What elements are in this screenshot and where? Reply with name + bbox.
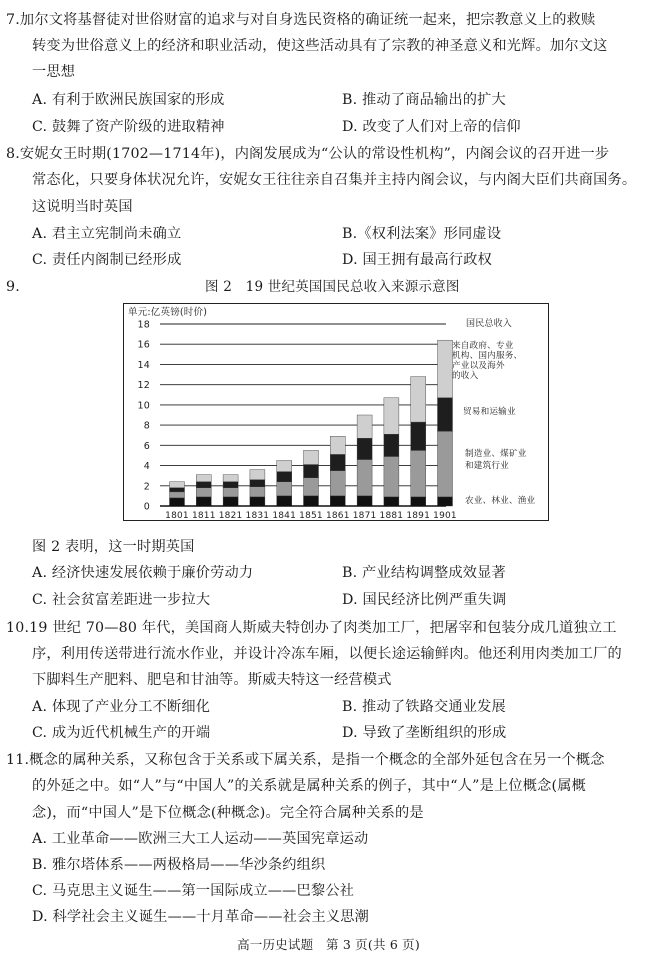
q11-option-b[interactable]: B. 雅尔塔体系——两极格局——华沙条约组织 [32,857,326,873]
q7-option-c[interactable]: C. 鼓舞了资产阶级的进取精神 [32,119,225,135]
bar-segment [223,475,238,482]
q11-option-d[interactable]: D. 科学社会主义诞生——十月革命——社会主义思潮 [32,909,370,925]
bar-segment [304,496,319,506]
bar-segment [357,415,372,438]
y-tick-label: 16 [137,339,150,351]
x-tick-label: 1831 [245,511,270,520]
bar-segment [223,488,238,497]
y-axis-label: 单元:亿英镑(时价) [128,307,208,318]
y-tick-label: 8 [143,420,150,432]
q11-stem-line-3: 念)，而“中国人”是下位概念(种概念)。完全符合属种关系的是 [32,805,424,821]
q7-option-a[interactable]: A. 有利于欧洲民族国家的形成 [32,92,225,108]
bar-segment [384,456,399,496]
bar-segment [196,482,211,488]
bar-segment [196,497,211,506]
x-tick-label: 1811 [191,511,216,520]
x-tick-label: 1901 [433,511,457,520]
bar-segment [330,436,345,454]
x-tick-label: 1851 [299,511,323,520]
q10-stem-line-1: 10.19 世纪 70—80 年代，美国商人斯威夫特创办了肉类加工厂，把屠宰和包装分成几道独立工 [6,620,617,636]
bar-segment [357,496,372,506]
bar-segment [411,497,426,506]
q10-option-b[interactable]: B. 推动了铁路交通业发展 [342,699,506,715]
bar-segment [170,488,185,492]
bar-segment [304,450,319,464]
legend-manufacturing-2: 和建筑行业 [465,461,509,471]
y-tick-label: 4 [143,461,150,473]
bar-segment [384,497,399,506]
q11-stem-line-2: 的外延之中。如“人”与“中国人”的关系就是属种关系的例子，其中“人”是上位概念(属概 [32,778,587,794]
q7-option-b[interactable]: B. 推动了商品输出的扩大 [342,92,506,108]
bar-segment [170,482,185,488]
bar-segment [196,475,211,482]
bar-segment [438,497,453,506]
bar-segment [277,496,292,506]
q11-option-a[interactable]: A. 工业革命——欧洲三大工人运动——英国宪章运动 [32,831,369,847]
legend-other-income-4: 的收入 [452,371,479,381]
q7-stem-line-2: 转变为世俗意义上的经济和职业活动，使这些活动具有了宗教的神圣意义和光辉。加尔文这 [32,38,608,54]
x-tick-label: 1881 [379,511,404,520]
q10-option-c[interactable]: C. 成为近代机械生产的开端 [32,725,211,741]
bar-segment [384,398,399,434]
q8-option-a[interactable]: A. 君主立宪制尚未确立 [32,226,182,242]
y-tick-label: 0 [143,501,150,513]
x-tick-label: 1871 [352,511,377,520]
bar-segment [304,465,319,478]
legend-agriculture: 农业、林业、渔业 [465,496,536,506]
q8-stem-line-2: 常态化，只要身体状况允许，安妮女王往往亲自召集并主持内阁会议，与内阁大臣们共商国务。 [32,172,637,188]
q8-option-b[interactable]: B.《权利法案》形同虚设 [342,226,502,242]
legend-total-label: 国民总收入 [466,319,513,329]
q8-stem-line-3: 这说明当时英国 [32,199,133,215]
y-tick-label: 6 [143,440,150,452]
bar-segment [250,497,265,506]
chart-frame [123,303,549,521]
y-tick-label: 18 [137,319,150,331]
bar-segment [330,471,345,496]
q10-stem-line-3: 下脚料生产肥料、肥皂和甘油等。斯威夫特这一经营模式 [32,672,392,688]
bar-segment [438,398,453,431]
q7-stem-line-1: 7.加尔文将基督徒对世俗财富的追求与对自身选民资格的确证统一起来，把宗教意义上的救赎 [6,12,596,28]
bar-segment [277,472,292,482]
bar-segment [357,459,372,495]
q8-stem-line-1: 8.安妮女王时期(1702—1714年)，内阁发展成为“公认的常设性机构”，内阁会议的召开进一步 [6,146,610,162]
q9-option-d[interactable]: D. 国民经济比例严重失调 [342,592,507,608]
q9-option-c[interactable]: C. 社会贫富差距进一步拉大 [32,592,211,608]
x-tick-label: 1821 [218,511,243,520]
x-tick-label: 1891 [406,511,431,520]
q10-option-d[interactable]: D. 导致了垄断组织的形成 [342,725,507,741]
y-tick-label: 12 [137,380,150,392]
q9-conclusion: 图 2 表明，这一时期英国 [32,539,195,555]
q11-stem-line-1: 11.概念的属种关系，又称包含于关系或下属关系，是指一个概念的全部外延包含在另一个概念 [6,752,605,768]
legend-other-income-2: 机构、国内服务、 [452,351,523,361]
q9-option-a[interactable]: A. 经济快速发展依赖于廉价劳动力 [32,565,254,581]
bar-segment [250,470,265,480]
q8-option-d[interactable]: D. 国王拥有最高行政权 [342,252,492,268]
figure-caption: 图 2 19 世纪英国国民总收入来源示意图 [205,279,460,295]
bar-segment [250,480,265,487]
legend-manufacturing-1: 制造业、煤矿业 [465,449,527,459]
bar-segment [330,496,345,506]
bar-segment [170,492,185,498]
income-chart [124,304,548,520]
y-tick-label: 2 [143,481,150,493]
bar-segment [223,497,238,506]
bar-segment [277,482,292,496]
x-tick-label: 1841 [272,511,297,520]
bar-segment [277,461,292,472]
bar-segment [411,422,426,450]
bar-segment [411,450,426,497]
bar-segment [196,488,211,497]
bar-segment [438,431,453,497]
q10-option-a[interactable]: A. 体现了产业分工不断细化 [32,699,211,715]
bar-segment [304,478,319,496]
page-footer: 高一历史试题 第 3 页(共 6 页) [237,937,420,952]
bar-segment [411,377,426,423]
legend-other-income-1: 来自政府、专业 [452,341,514,351]
y-tick-label: 10 [137,400,150,412]
bar-segment [384,434,399,456]
q7-option-d[interactable]: D. 改变了人们对上帝的信仰 [342,119,521,135]
legend-other-income-3: 产业以及海外 [452,361,505,371]
bar-segment [438,340,453,398]
x-tick-label: 1801 [165,511,189,520]
legend-trade: 贸易和运输业 [463,407,516,417]
q7-stem-line-3: 一思想 [32,64,76,80]
bar-segment [170,498,185,506]
x-tick-label: 1861 [325,511,350,520]
bar-segment [223,482,238,488]
bar-segment [250,487,265,497]
q10-stem-line-2: 序，利用传送带进行流水作业，并设计冷冻车厢，以便长途运输鲜肉。他还利用肉类加工厂的 [32,646,622,662]
bar-segment [330,454,345,470]
q9-number: 9. [6,279,20,295]
q9-option-b[interactable]: B. 产业结构调整成效显著 [342,565,506,581]
y-tick-label: 14 [137,359,150,371]
bar-segment [357,438,372,459]
q11-option-c[interactable]: C. 马克思主义诞生——第一国际成立——巴黎公社 [32,883,355,899]
q8-option-c[interactable]: C. 责任内阁制已经形成 [32,252,182,268]
